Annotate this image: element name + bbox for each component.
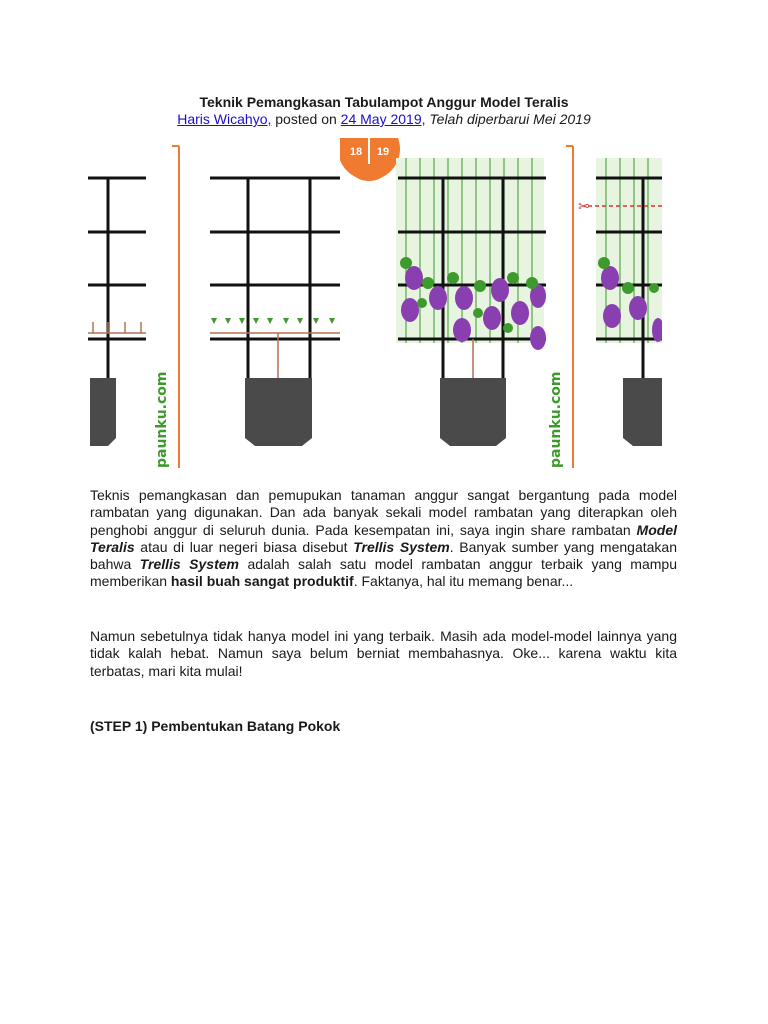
paragraph-text: atau di luar negeri biasa disebut xyxy=(134,538,354,555)
date-link[interactable]: 24 May 2019, xyxy=(340,111,426,127)
scissors-icon: ✂ xyxy=(578,199,590,215)
paragraph-text: adalah salah satu model rambatan anggur terbaik yang mampu memberikan xyxy=(90,556,677,590)
step-badge xyxy=(340,138,400,181)
step-1-heading: (STEP 1) Pembentukan Batang Pokok xyxy=(90,718,341,734)
badge-left-number: 18 xyxy=(349,146,363,158)
second-paragraph: Namun sebetulnya tidak hanya model ini yang terbaik. Masih ada model-model lainnya yang tidak kalah hebat. Namun saya belum berniat membahasnya. Oke... karena waktu kita terbatas, mari kita mulai! xyxy=(90,628,677,679)
article-title: Teknik Pemangkasan Tabulampot Anggur Model Teralis xyxy=(199,94,569,110)
panel-1 xyxy=(88,178,146,446)
divider-1 xyxy=(154,146,179,468)
term-trellis-system: Trellis System xyxy=(353,538,450,555)
trellis-illustration xyxy=(88,138,662,472)
badge-right-number: 19 xyxy=(376,146,390,158)
watermark-1: paunku.com xyxy=(154,371,170,468)
paragraph-text: . Banyak sumber yang mengatakan bahwa xyxy=(90,538,677,573)
panel-4 xyxy=(578,158,662,446)
paragraph-text: Teknis pemangkasan dan pemupukan tanaman anggur sangat bergantung pada model rambatan yang digunakan. Dan ada banyak sekali model rambatan yang diterapkan oleh penghobi anggur di seluruh dunia. Pada kesempatan ini, saya ingin share rambatan xyxy=(90,487,677,538)
watermark-2: paunku.com xyxy=(548,371,564,468)
intro-paragraph xyxy=(90,487,677,591)
term-model-teralis: Model Teralis xyxy=(90,521,677,555)
author-link[interactable]: Haris Wicahyo, xyxy=(177,111,272,127)
posted-on-text: posted on xyxy=(271,111,341,127)
term-trellis-system-2: Trellis System xyxy=(139,556,239,573)
byline xyxy=(0,111,768,127)
updated-note: Telah diperbarui Mei 2019 xyxy=(425,111,591,127)
divider-2 xyxy=(548,146,573,468)
paragraph-text: . Faktanya, hal itu memang benar... xyxy=(353,573,574,590)
emphasis-productive: hasil buah sangat produktif xyxy=(170,573,354,590)
panel-3 xyxy=(396,158,546,446)
panel-2 xyxy=(210,178,340,446)
